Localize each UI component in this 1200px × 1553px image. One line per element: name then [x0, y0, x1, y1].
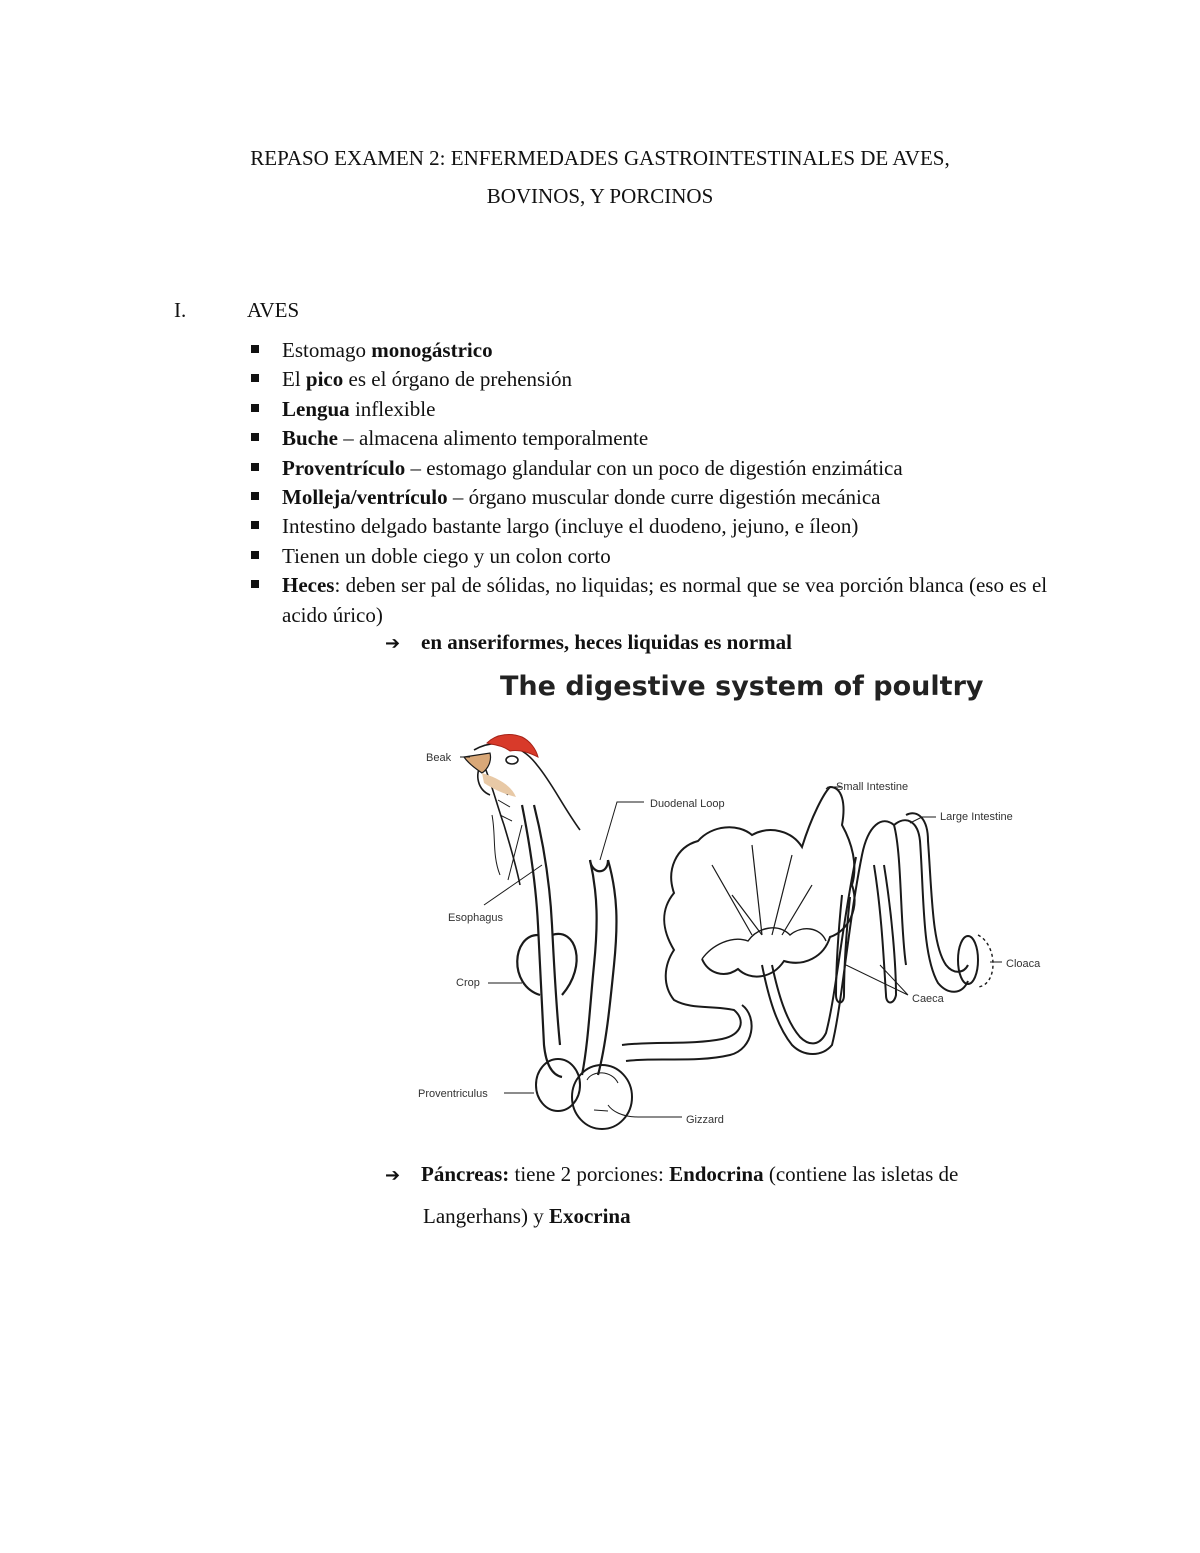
square-bullet-icon	[251, 580, 259, 588]
list-item: Heces: deben ser pal de sólidas, no liquidas; es normal que se vea porción blanca (eso es el acido úrico)	[240, 571, 1070, 630]
square-bullet-icon	[251, 374, 259, 382]
label-duodenal-loop: Duodenal Loop	[650, 798, 725, 810]
label-large-intestine: Large Intestine	[940, 811, 1013, 823]
square-bullet-icon	[251, 345, 259, 353]
label-beak: Beak	[426, 752, 452, 764]
list-item: Intestino delgado bastante largo (incluye el duodeno, jejuno, e íleon)	[240, 512, 1070, 541]
square-bullet-icon	[251, 404, 259, 412]
list-item: Proventrículo – estomago glandular con un poco de digestión enzimática	[240, 454, 1070, 483]
arrow-right-icon: ➔	[385, 1165, 401, 1186]
square-bullet-icon	[251, 551, 259, 559]
label-proventriculus: Proventriculus	[418, 1088, 488, 1100]
label-cloaca: Cloaca	[1006, 958, 1041, 970]
page-title-line-2: BOVINOS, Y PORCINOS	[486, 184, 714, 208]
arrow-right-icon: ➔	[385, 633, 401, 654]
upper-tract-outline	[517, 805, 616, 1077]
square-bullet-icon	[251, 492, 259, 500]
list-item: Estomago monogástrico	[240, 336, 1070, 365]
label-esophagus: Esophagus	[448, 912, 504, 924]
bullet-list	[240, 336, 1070, 630]
page-title-line-1: REPASO EXAMEN 2: ENFERMEDADES GASTROINTESTINALES DE AVES,	[250, 146, 950, 170]
square-bullet-icon	[251, 433, 259, 441]
list-item: Lengua inflexible	[240, 395, 1070, 424]
diagram-title: The digestive system of poultry	[500, 671, 984, 702]
list-item: Tienen un doble ciego y un colon corto	[240, 542, 1070, 571]
cloaca-shape	[958, 936, 978, 984]
leader-lines	[460, 757, 1002, 1117]
pancreas-note: ➔ Páncreas: tiene 2 porciones: Endocrina (contiene las isletas de Langerhans) y Exocrina	[385, 1154, 1065, 1237]
label-gizzard: Gizzard	[686, 1114, 724, 1126]
label-small-intestine: Small Intestine	[836, 781, 909, 793]
small-intestine-outline	[622, 787, 855, 1061]
poultry-digestive-diagram	[412, 665, 1062, 1145]
list-item: El pico es el órgano de prehensión	[240, 365, 1070, 394]
list-item: Molleja/ventrículo – órgano muscular donde curre digestión mecánica	[240, 483, 1070, 512]
label-caeca: Caeca	[912, 993, 944, 1005]
section-number: I.	[174, 298, 187, 322]
comb-shape	[487, 735, 538, 757]
chicken-head-outline	[474, 744, 580, 885]
cloaca-dashed-outline	[978, 935, 993, 987]
section-heading: AVES	[247, 298, 300, 322]
square-bullet-icon	[251, 521, 259, 529]
label-crop: Crop	[456, 977, 480, 989]
square-bullet-icon	[251, 463, 259, 471]
list-item: Buche – almacena alimento temporalmente	[240, 424, 1070, 453]
anseriformes-note: ➔ en anseriformes, heces liquidas es normal	[385, 630, 792, 654]
